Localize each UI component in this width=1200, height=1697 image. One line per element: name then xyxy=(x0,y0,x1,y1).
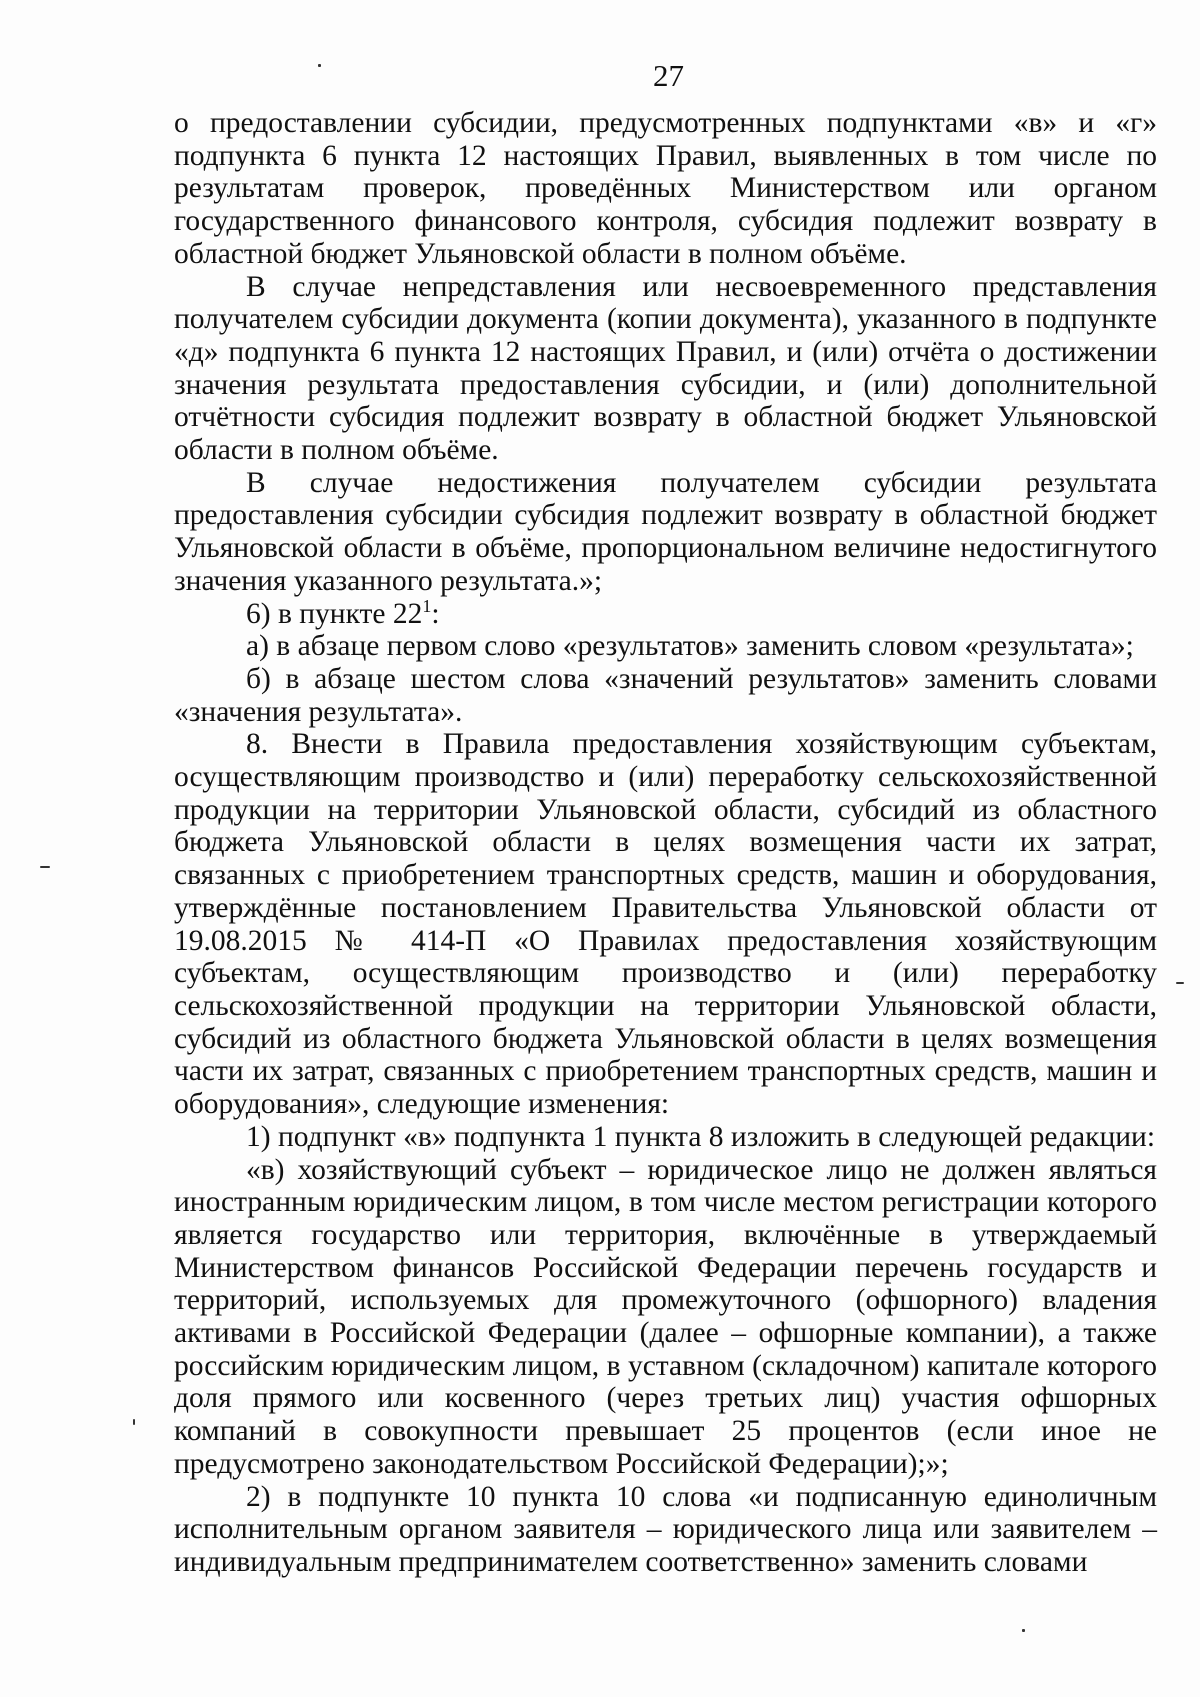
paragraph-with-superscript xyxy=(174,595,1157,631)
superscript: 1 xyxy=(422,595,432,616)
page-number: 27 xyxy=(653,58,684,93)
scan-speck xyxy=(1176,982,1184,984)
scan-speck xyxy=(40,866,50,868)
scan-speck xyxy=(133,1419,135,1425)
paragraph: а) в абзаце первом слово «результатов» заменить словом «результата»; xyxy=(246,630,1134,663)
paragraph: 2) в подпункте 10 пункта 10 слова «и подписанную единоличным исполнительным органом заявителя – юридического лица или заявителем – индивидуальным предпринимателем соответственно» заменить словами xyxy=(174,1480,1157,1578)
scan-speck xyxy=(318,64,321,67)
paragraph: 1) подпункт «в» подпункта 1 пункта 8 изложить в следующей редакции: xyxy=(246,1120,1156,1153)
document-body xyxy=(174,107,1157,1579)
paragraph: В случае недостижения получателем субсидии результата предоставления субсидии субсидия подлежит возврату в областной бюджет Ульяновской области в объёме, пропорциональном величине недостигнутого значения указанного результата.»; xyxy=(174,466,1157,597)
paragraph-text: 6) в пункте 22 xyxy=(246,597,423,630)
paragraph: В случае непредставления или несвоевременного представления получателем субсидии документа (копии документа), указанного в подпункте «д» подпункта 6 пункта 12 настоящих Правил, и (или) отчёта о достижении значения результата предоставления субсидии, и (или) дополнительной отчётности субсидия подлежит возврату в областной бюджет Ульяновской области в полном объёме. xyxy=(174,270,1157,467)
paragraph: «в) хозяйствующий субъект – юридическое лицо не должен являться иностранным юридическим лицом, в том числе местом регистрации которого является государство или территория, включённые в утверждаемый Министерством финансов Российской Федерации перечень государств и территорий, используемых для промежуточного (офшорного) владения активами в Российской Федерации (далее – офшорные компании), а также российским юридическим лицом, в уставном (складочном) капитале которого доля прямого или косвенного (через третьих лиц) участия офшорных компаний в совокупности превышает 25 процентов (если иное не предусмотрено законодательством Российской Федерации);»; xyxy=(174,1153,1157,1480)
scan-speck xyxy=(1022,1629,1025,1632)
paragraph: 8. Внести в Правила предоставления хозяйствующим субъектам, осуществляющим производство и (или) переработку сельскохозяйственной продукции на территории Ульяновской области, субсидий из областного бюджета Ульяновской области в целях возмещения части их затрат, связанных с приобретением транспортных средств, машин и оборудования, утверждённые постановлением Правительства Ульяновской области от 19.08.2015 № 414-П «О Правилах предоставления хозяйствующим субъектам, осуществляющим производство и (или) переработку сельскохозяйственной продукции на территории Ульяновской области, субсидий из областного бюджета Ульяновской области в целях возмещения части их затрат, связанных с приобретением транспортных средств, машин и оборудования», следующие изменения: xyxy=(174,728,1157,1121)
paragraph: б) в абзаце шестом слова «значений результатов» заменить словами «значения результата». xyxy=(174,662,1157,728)
paragraph: о предоставлении субсидии, предусмотренных подпунктами «в» и «г» подпункта 6 пункта 12 настоящих Правил, выявленных в том числе по результатам проверок, проведённых Министерством или органом государственного финансового контроля, субсидия подлежит возврату в областной бюджет Ульяновской области в полном объёме. xyxy=(174,107,1157,270)
paragraph-text: : xyxy=(431,597,440,630)
